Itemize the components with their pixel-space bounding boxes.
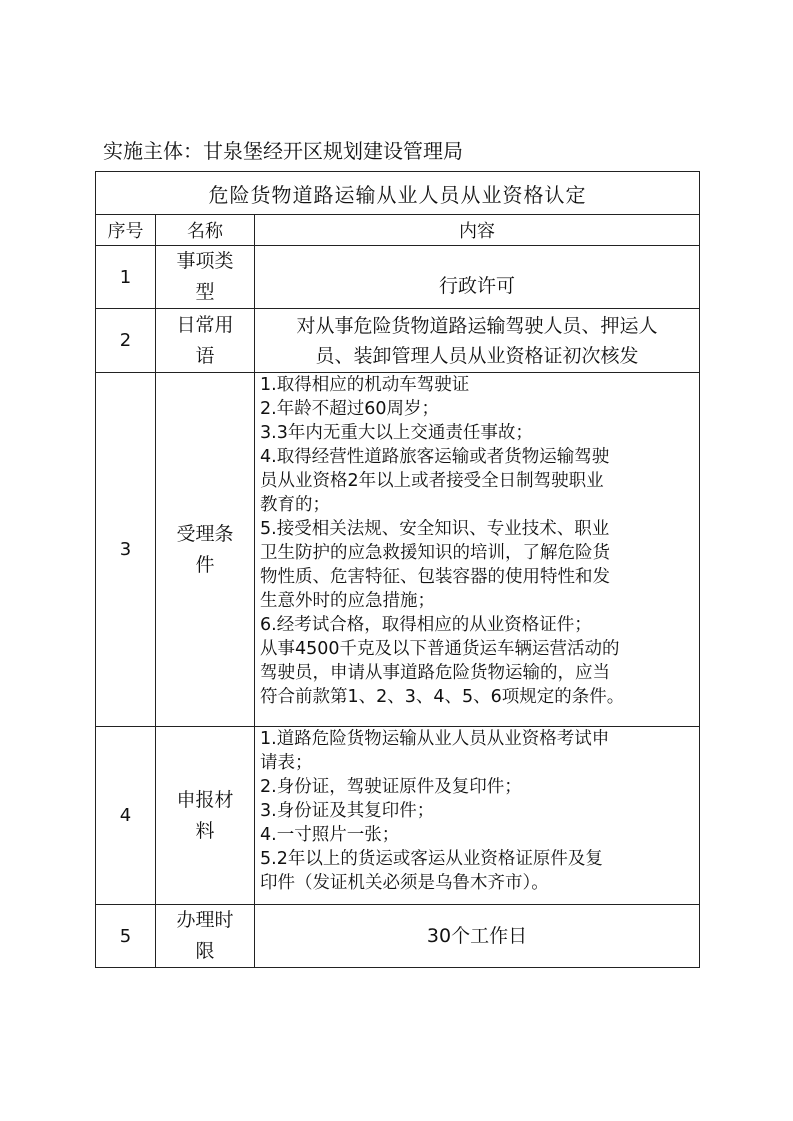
table-row — [96, 309, 700, 373]
table-row — [96, 727, 700, 905]
item-name-line: 件 — [195, 553, 215, 576]
item-name-line: 日常用 — [176, 313, 234, 336]
table-row — [96, 905, 700, 968]
item-name-line: 受理条 — [176, 522, 234, 545]
content-line: 卫生防护的应急救援知识的培训，了解危险货 — [260, 543, 610, 563]
row-number: 3 — [96, 373, 156, 727]
header-row — [96, 215, 700, 246]
title-row — [96, 172, 700, 215]
content-line: 1.道路危险货物运输从业人员从业资格考试申 — [260, 729, 610, 749]
content-line: 符合前款第1、2、3、4、5、6项规定的条件。 — [260, 687, 625, 707]
table-row — [96, 246, 700, 309]
item-name-line: 事项类 — [176, 250, 234, 272]
item-name — [156, 727, 255, 905]
header-no: 序号 — [96, 215, 156, 246]
content-line: 生意外时的应急措施； — [260, 591, 435, 611]
item-name-line: 限 — [195, 940, 215, 962]
row-number: 1 — [96, 246, 156, 309]
item-name — [156, 373, 255, 727]
item-name — [156, 905, 255, 968]
item-name-line: 语 — [195, 344, 215, 367]
item-content — [255, 309, 700, 373]
header-name: 名称 — [156, 215, 255, 246]
row-number: 4 — [96, 727, 156, 905]
item-name-line: 料 — [195, 819, 215, 842]
content-line: 对从事危险货物道路运输驾驶人员、押运人 — [296, 314, 658, 337]
item-name — [156, 246, 255, 309]
content-line: 从事4500千克及以下普通货运车辆运营活动的 — [260, 639, 620, 659]
table-row — [96, 373, 700, 727]
item-content: 30个工作日 — [255, 905, 700, 968]
content-line: 物性质、危害特征、包装容器的使用特性和发 — [260, 567, 610, 587]
content-line: 请表； — [260, 753, 313, 773]
content-line: 员、装卸管理人员从业资格证初次核发 — [315, 344, 639, 367]
row-number: 5 — [96, 905, 156, 968]
content-line: 印件（发证机关必须是乌鲁木齐市）。 — [260, 873, 549, 893]
implementing-agency: 实施主体：甘泉堡经开区规划建设管理局 — [103, 139, 463, 163]
content-line: 1.取得相应的机动车驾驶证 — [260, 375, 470, 395]
content-line: 2.年龄不超过60周岁； — [260, 399, 439, 419]
content-line: 3.身份证及其复印件； — [260, 801, 435, 821]
item-name-line: 申报材 — [176, 788, 234, 811]
content-line: 3.3年内无重大以上交通责任事故； — [260, 423, 533, 443]
row-number: 2 — [96, 309, 156, 373]
item-name-line: 型 — [195, 281, 215, 303]
item-content: 行政许可 — [255, 246, 700, 309]
content-line: 4.取得经营性道路旅客运输或者货物运输驾驶 — [260, 447, 610, 467]
table-title: 危险货物道路运输从业人员从业资格认定 — [96, 172, 700, 215]
item-name-line: 办理时 — [176, 909, 234, 931]
matter-table — [95, 171, 700, 968]
content-line: 员从业资格2年以上或者接受全日制驾驶职业 — [260, 471, 604, 491]
item-content — [255, 727, 700, 905]
content-line: 6.经考试合格，取得相应的从业资格证件； — [260, 615, 592, 635]
content-line: 教育的； — [260, 495, 330, 515]
item-name — [156, 309, 255, 373]
header-content: 内容 — [255, 215, 700, 246]
content-line: 4.一寸照片一张； — [260, 825, 400, 845]
content-line: 5.接受相关法规、安全知识、专业技术、职业 — [260, 519, 610, 539]
content-line: 驾驶员，申请从事道路危险货物运输的，应当 — [260, 663, 610, 683]
content-line: 2.身份证，驾驶证原件及复印件； — [260, 777, 522, 797]
item-content — [255, 373, 700, 727]
content-line: 5.2年以上的货运或客运从业资格证原件及复 — [260, 849, 603, 869]
